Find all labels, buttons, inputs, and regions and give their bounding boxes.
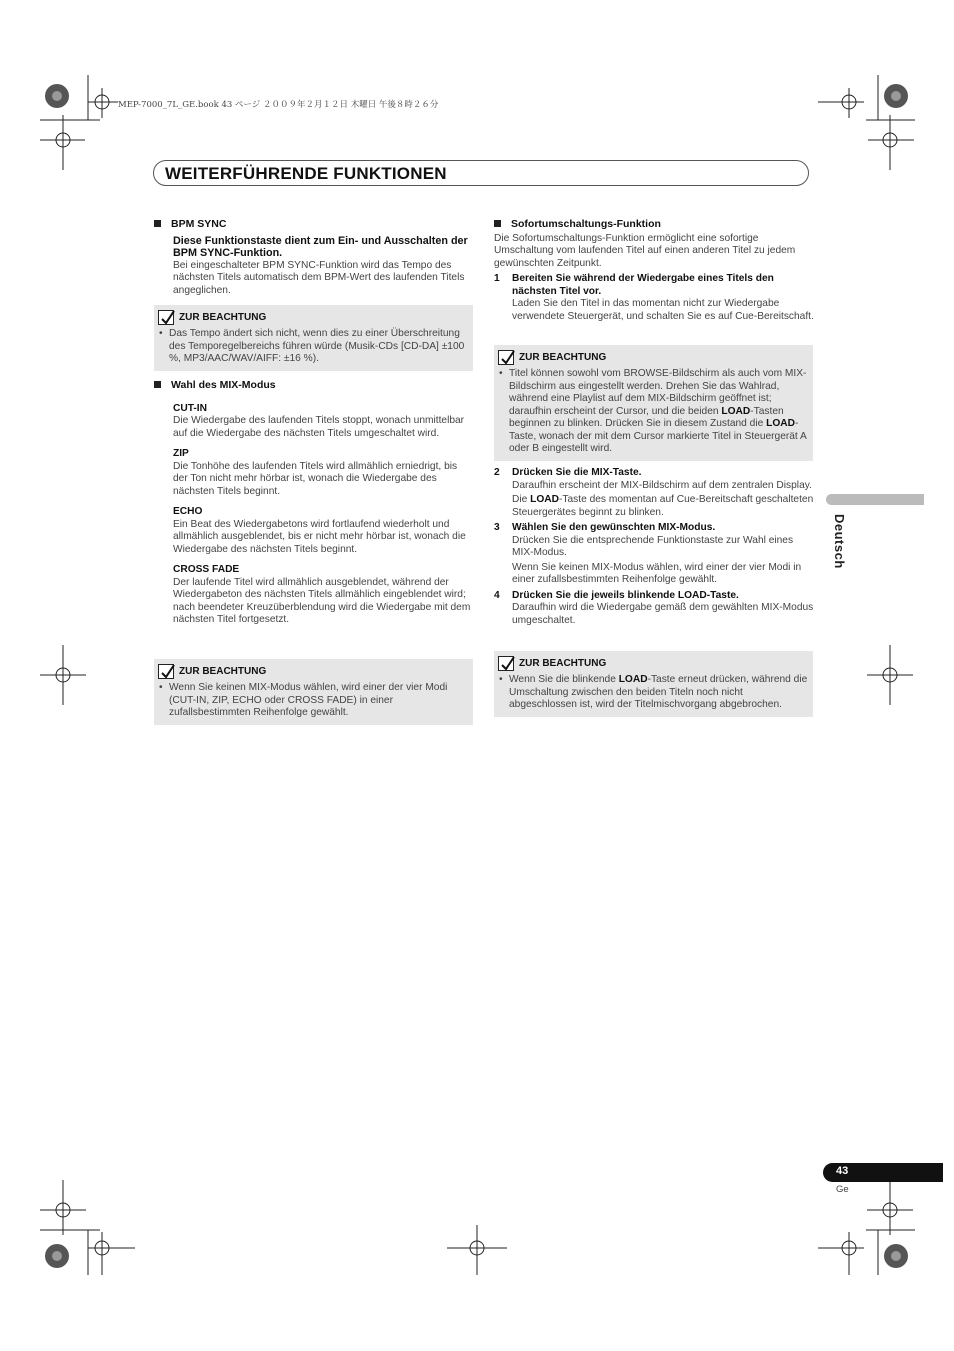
- bpm-sync-lead: Diese Funktionstaste dient zum Ein- und Ausschalten der BPM SYNC-Funktion.: [173, 234, 468, 259]
- step-2: 2 Drücken Sie die MIX-Taste. Daraufhin erscheint der MIX-Bildschirm auf dem zentralen Display. Die LOAD-Taste des momentan auf Cue-Bereitschaft geschalteten Steuergerätes beginnt zu blinken.: [494, 467, 814, 518]
- step-1: 1 Bereiten Sie während der Wiedergabe eines Titels den nächsten Titel vor. Laden Sie den Titel in das momentan nicht zur Wiedergabe verwendete Steuergerät, und schalten Sie es auf Cue-Bereitschaft.: [494, 273, 814, 322]
- instant-switch-heading: Sofortumschaltungs-Funktion: [494, 218, 814, 231]
- checkmark-icon: [158, 310, 174, 325]
- mix-mode-heading: Wahl des MIX-Modus: [154, 379, 474, 392]
- note-title: ZUR BEACHTUNG: [179, 666, 267, 677]
- bpm-sync-body: Bei eingeschalteter BPM SYNC-Funktion wird das Tempo des nächsten Titels automatisch dem BPM-Wert des laufenden Titels angeglichen.: [173, 259, 465, 296]
- step-3: 3 Wählen Sie den gewünschten MIX-Modus. Drücken Sie die entsprechende Funktionstaste zur Wahl eines MIX-Modus. Wenn Sie keinen MIX-Modus wählen, wird einer der vier Modi in einer zufallsbestimmten Reihenfolge gewählt.: [494, 522, 802, 585]
- mix-mode-section: [154, 379, 474, 627]
- language-tab-label: Deutsch: [832, 514, 847, 569]
- mode-echo-desc: Ein Beat des Wiedergabetons wird fortlaufend wiederholt und allmählich ausgeblendet, bis er nicht mehr hörbar ist, wonach die Wiedergabe des nächsten Titels beginnt.: [173, 518, 466, 555]
- mode-cutin-desc: Die Wiedergabe des laufenden Titels stoppt, wonach unmittelbar auf die Wiedergabe des nächsten Titels umgeschaltet wird.: [173, 415, 465, 439]
- language-code: Ge: [836, 1184, 849, 1195]
- checkmark-icon: [158, 664, 174, 679]
- note-item: • Titel können sowohl vom BROWSE-Bildschirm als auch vom MIX-Bildschirm aus eingestellt werden. Drehen Sie das Wahlrad, während eine Playlist auf dem MIX-Bildschirm geöffnet ist; daraufhin erscheint der Cursor, und die beiden LOAD-Tasten beginnen zu blinken. Drücken Sie in diesem Zustand die LOAD-Taste, wonach der mit dem Cursor markierte Titel in Steuergerät A oder B eingestellt wird.: [499, 368, 807, 454]
- instant-switch-intro: Die Sofortumschaltungs-Funktion ermöglicht eine sofortige Umschaltung vom laufenden Titel auf einen anderen Titel zu jedem gewünschten Zeitpunkt.: [494, 232, 796, 269]
- print-header: MEP-7000_7L_GE.book 43 ページ ２００９年２月１２日 木曜日 午後８時２６分: [118, 100, 439, 110]
- mode-zip-name: ZIP: [173, 448, 189, 459]
- language-tab-bar: [826, 494, 924, 505]
- mode-crossfade-desc: Der laufende Titel wird allmählich ausgeblendet, während der Wiedergabeton des nächsten Titels allmählich eingeblendet wird; nach beendeter Kreuzüberblendung wird die Wiedergabe mit dem nächsten Titel fortgesetzt.: [173, 576, 471, 625]
- page-title: WEITERFÜHRENDE FUNKTIONEN: [165, 164, 447, 183]
- note-box-4: [494, 651, 813, 717]
- mode-crossfade-name: CROSS FADE: [173, 564, 240, 575]
- note-title: ZUR BEACHTUNG: [179, 312, 267, 323]
- note-item: • Wenn Sie die blinkende LOAD-Taste erneut drücken, während die Umschaltung zwischen den beiden Titeln noch nicht abgeschlossen ist, wird der Titelmischvorgang abgebrochen.: [499, 674, 808, 710]
- language-tab: [823, 514, 853, 584]
- checkmark-icon: [498, 350, 514, 365]
- mode-cutin-name: CUT-IN: [173, 402, 207, 414]
- checkmark-icon: [498, 656, 514, 671]
- note-box-1: [154, 305, 473, 371]
- note-item: • Das Tempo ändert sich nicht, wenn dies zu einer Überschreitung des Temporegelbereichs führen würde (Musik-CDs [CD-DA] ±100 %, MP3/AAC/WAV/AIFF: ±16 %).: [159, 328, 465, 364]
- right-column-steps: [494, 467, 814, 627]
- page-number: 43: [836, 1165, 849, 1177]
- note-title: ZUR BEACHTUNG: [519, 658, 607, 669]
- page-title-bar: [153, 160, 809, 186]
- note-box-2: [154, 659, 473, 725]
- left-column: [154, 218, 474, 297]
- note-title: ZUR BEACHTUNG: [519, 352, 607, 363]
- step-4: 4 Drücken Sie die jeweils blinkende LOAD-Taste. Daraufhin wird die Wiedergabe gemäß dem gewählten MIX-Modus umgeschaltet.: [494, 589, 814, 626]
- note-item: • Wenn Sie keinen MIX-Modus wählen, wird einer der vier Modi (CUT-IN, ZIP, ECHO oder CROSS FADE) in einer zufallsbestimmten Reihenfolge gewählt.: [159, 682, 448, 718]
- mode-zip-desc: Die Tonhöhe des laufenden Titels wird allmählich erniedrigt, bis der Ton nicht mehr hörbar ist, wonach die Wiedergabe des nächsten Titels beginnt.: [173, 460, 458, 497]
- bpm-sync-heading: BPM SYNC: [154, 218, 474, 231]
- right-column-top: [494, 218, 814, 323]
- note-box-3: [494, 345, 813, 461]
- mode-echo-name: ECHO: [173, 506, 203, 517]
